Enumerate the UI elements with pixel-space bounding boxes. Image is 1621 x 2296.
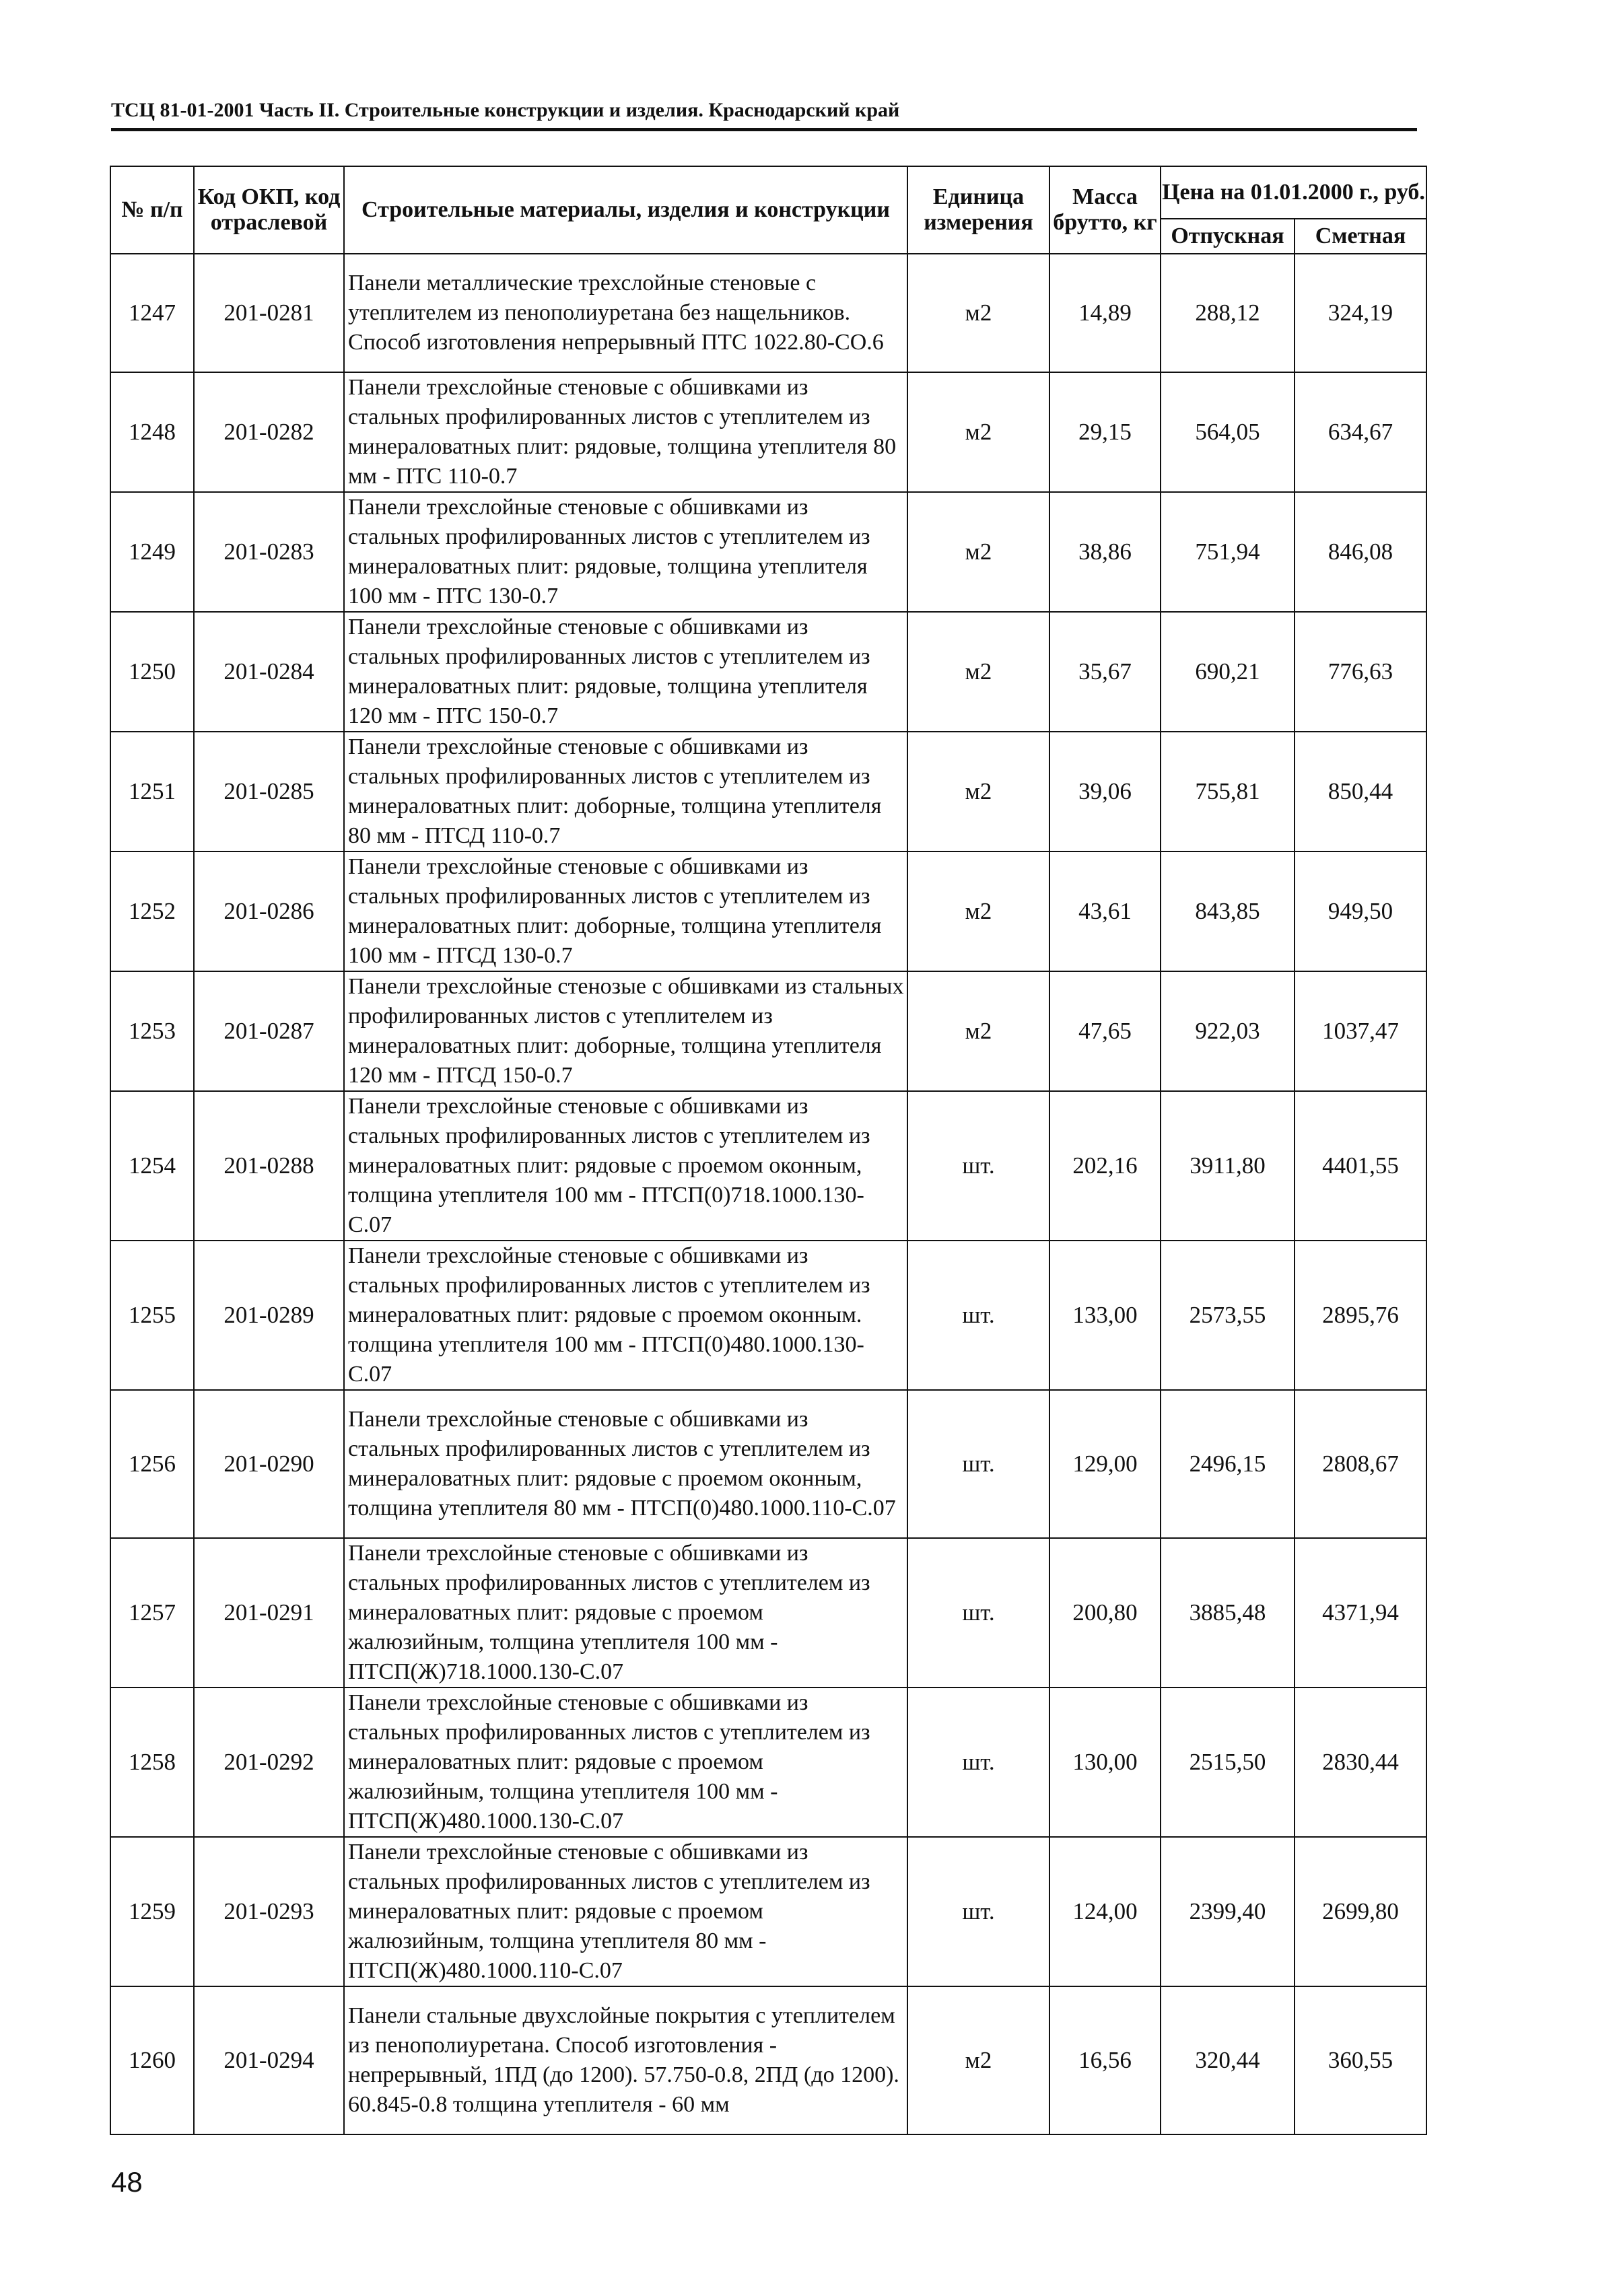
row-mass: 29,15 [1049,372,1161,492]
row-num: 1249 [110,492,194,612]
row-code: 201-0289 [194,1241,344,1390]
row-unit: м2 [907,851,1049,971]
page-number: 48 [111,2166,143,2198]
col-header-unit: Единица измерения [907,166,1049,254]
table-row [110,732,1426,851]
row-unit: м2 [907,732,1049,851]
row-description: Панели трехслойные стенозые с обшивками из стальных профилированных листов с утеплителем из минераловатных плит: доборные, толщина утеплителя 120 мм - ПТСД 150-0.7 [344,971,907,1091]
row-mass: 47,65 [1049,971,1161,1091]
row-num: 1260 [110,1986,194,2134]
row-num: 1255 [110,1241,194,1390]
table-row [110,1688,1426,1837]
row-code: 201-0294 [194,1986,344,2134]
header-row [110,166,1426,219]
row-price-release: 690,21 [1161,612,1295,732]
row-mass: 35,67 [1049,612,1161,732]
row-num: 1250 [110,612,194,732]
row-description: Панели трехслойные стеновые с обшивками из стальных профилированных листов с утеплителем из минераловатных плит: рядовые с проемом оконным. толщина утеплителя 100 мм - ПТСП(0)480.1000.130-С.07 [344,1241,907,1390]
row-mass: 130,00 [1049,1688,1161,1837]
row-price-release: 843,85 [1161,851,1295,971]
row-price-release: 3885,48 [1161,1538,1295,1688]
row-price-release: 320,44 [1161,1986,1295,2134]
row-unit: м2 [907,1986,1049,2134]
row-price-estimate: 4371,94 [1295,1538,1426,1688]
col-header-price-group: Цена на 01.01.2000 г., руб. [1161,166,1426,219]
table-row [110,1837,1426,1986]
row-mass: 38,86 [1049,492,1161,612]
row-price-release: 2515,50 [1161,1688,1295,1837]
row-unit: шт. [907,1241,1049,1390]
row-description: Панели трехслойные стеновые с обшивками из стальных профилированных листов с утеплителем из минераловатных плит: рядовые, толщина утеплителя 80 мм - ПТС 110-0.7 [344,372,907,492]
row-unit: шт. [907,1091,1049,1241]
row-description: Панели металлические трехслойные стеновые с утеплителем из пенополиуретана без нащельников. Способ изготовления непрерывный ПТС 1022.80-СО.6 [344,254,907,372]
table-row [110,1390,1426,1538]
row-mass: 133,00 [1049,1241,1161,1390]
row-unit: шт. [907,1688,1049,1837]
row-price-estimate: 2699,80 [1295,1837,1426,1986]
row-price-estimate: 2808,67 [1295,1390,1426,1538]
row-description: Панели трехслойные стеновые с обшивками из стальных профилированных листов с утеплителем из минераловатных плит: доборные, толщина утеплителя 100 мм - ПТСД 130-0.7 [344,851,907,971]
header-rule [111,128,1417,131]
row-mass: 129,00 [1049,1390,1161,1538]
row-price-release: 755,81 [1161,732,1295,851]
table-row [110,254,1426,372]
row-price-estimate: 360,55 [1295,1986,1426,2134]
table-row [110,1241,1426,1390]
page-header: ТСЦ 81-01-2001 Часть II. Строительные конструкции и изделия. Краснодарский край [111,99,900,121]
row-num: 1254 [110,1091,194,1241]
row-code: 201-0281 [194,254,344,372]
table-row [110,1538,1426,1688]
row-unit: м2 [907,971,1049,1091]
row-description: Панели трехслойные стеновые с обшивками из стальных профилированных листов с утеплителем из минераловатных плит: рядовые с проемом жалюзийным, толщина утеплителя 100 мм - ПТСП(Ж)718.1000.130-С.07 [344,1538,907,1688]
row-unit: шт. [907,1837,1049,1986]
row-unit: м2 [907,492,1049,612]
row-num: 1258 [110,1688,194,1837]
row-description: Панели трехслойные стеновые с обшивками из стальных профилированных листов с утеплителем из минераловатных плит: рядовые с проемом оконным, толщина утеплителя 100 мм - ПТСП(0)718.1000.130-С.07 [344,1091,907,1241]
col-header-price-estimate: Сметная [1295,219,1426,254]
table-row [110,372,1426,492]
row-description: Панели трехслойные стеновые с обшивками из стальных профилированных листов с утеплителем из минераловатных плит: доборные, толщина утеплителя 80 мм - ПТСД 110-0.7 [344,732,907,851]
row-mass: 202,16 [1049,1091,1161,1241]
row-price-release: 922,03 [1161,971,1295,1091]
row-unit: шт. [907,1538,1049,1688]
row-price-estimate: 1037,47 [1295,971,1426,1091]
row-code: 201-0291 [194,1538,344,1688]
price-table [110,166,1427,2135]
row-price-estimate: 846,08 [1295,492,1426,612]
row-mass: 14,89 [1049,254,1161,372]
row-description: Панели трехслойные стеновые с обшивками из стальных профилированных листов с утеплителем из минераловатных плит: рядовые с проемом оконным, толщина утеплителя 80 мм - ПТСП(0)480.1000.110-С.07 [344,1390,907,1538]
row-unit: м2 [907,372,1049,492]
row-description: Панели трехслойные стеновые с обшивками из стальных профилированных листов с утеплителем из минераловатных плит: рядовые с проемом жалюзийным, толщина утеплителя 80 мм - ПТСП(Ж)480.1000.110-С.07 [344,1837,907,1986]
row-price-release: 2496,15 [1161,1390,1295,1538]
row-code: 201-0285 [194,732,344,851]
col-header-price-release: Отпускная [1161,219,1295,254]
col-header-okp: Код ОКП, код отраслевой [194,166,344,254]
row-unit: м2 [907,612,1049,732]
col-header-mass: Масса брутто, кг [1049,166,1161,254]
row-mass: 200,80 [1049,1538,1161,1688]
table-row [110,971,1426,1091]
row-price-estimate: 2895,76 [1295,1241,1426,1390]
row-unit: шт. [907,1390,1049,1538]
row-description: Панели трехслойные стеновые с обшивками из стальных профилированных листов с утеплителем из минераловатных плит: рядовые, толщина утеплителя 100 мм - ПТС 130-0.7 [344,492,907,612]
row-price-release: 288,12 [1161,254,1295,372]
row-code: 201-0290 [194,1390,344,1538]
row-num: 1256 [110,1390,194,1538]
row-price-estimate: 324,19 [1295,254,1426,372]
row-num: 1259 [110,1837,194,1986]
row-code: 201-0282 [194,372,344,492]
row-code: 201-0293 [194,1837,344,1986]
row-num: 1257 [110,1538,194,1688]
row-price-estimate: 949,50 [1295,851,1426,971]
row-description: Панели трехслойные стеновые с обшивками из стальных профилированных листов с утеплителем из минераловатных плит: рядовые с проемом жалюзийным, толщина утеплителя 100 мм - ПТСП(Ж)480.1000.130-С.07 [344,1688,907,1837]
row-num: 1247 [110,254,194,372]
row-code: 201-0283 [194,492,344,612]
row-price-estimate: 850,44 [1295,732,1426,851]
row-num: 1253 [110,971,194,1091]
col-header-name: Строительные материалы, изделия и конструкции [344,166,907,254]
row-code: 201-0287 [194,971,344,1091]
row-price-estimate: 4401,55 [1295,1091,1426,1241]
row-price-release: 751,94 [1161,492,1295,612]
row-price-release: 2573,55 [1161,1241,1295,1390]
row-code: 201-0286 [194,851,344,971]
row-code: 201-0284 [194,612,344,732]
row-num: 1251 [110,732,194,851]
table-row [110,851,1426,971]
row-price-estimate: 2830,44 [1295,1688,1426,1837]
table-row [110,1091,1426,1241]
row-price-release: 2399,40 [1161,1837,1295,1986]
row-description: Панели трехслойные стеновые с обшивками из стальных профилированных листов с утеплителем из минераловатных плит: рядовые, толщина утеплителя 120 мм - ПТС 150-0.7 [344,612,907,732]
row-price-release: 3911,80 [1161,1091,1295,1241]
row-mass: 16,56 [1049,1986,1161,2134]
row-mass: 124,00 [1049,1837,1161,1986]
table-row [110,612,1426,732]
row-code: 201-0288 [194,1091,344,1241]
table-row [110,1986,1426,2134]
row-price-estimate: 776,63 [1295,612,1426,732]
row-price-estimate: 634,67 [1295,372,1426,492]
row-unit: м2 [907,254,1049,372]
row-num: 1252 [110,851,194,971]
row-description: Панели стальные двухслойные покрытия с утеплителем из пенополиуретана. Способ изготовления - непрерывный, 1ПД (до 1200). 57.750-0.8, 2ПД (до 1200). 60.845-0.8 толщина утеплителя - 60 мм [344,1986,907,2134]
row-price-release: 564,05 [1161,372,1295,492]
col-header-num: № п/п [110,166,194,254]
row-mass: 39,06 [1049,732,1161,851]
row-code: 201-0292 [194,1688,344,1837]
row-num: 1248 [110,372,194,492]
row-mass: 43,61 [1049,851,1161,971]
table-row [110,492,1426,612]
